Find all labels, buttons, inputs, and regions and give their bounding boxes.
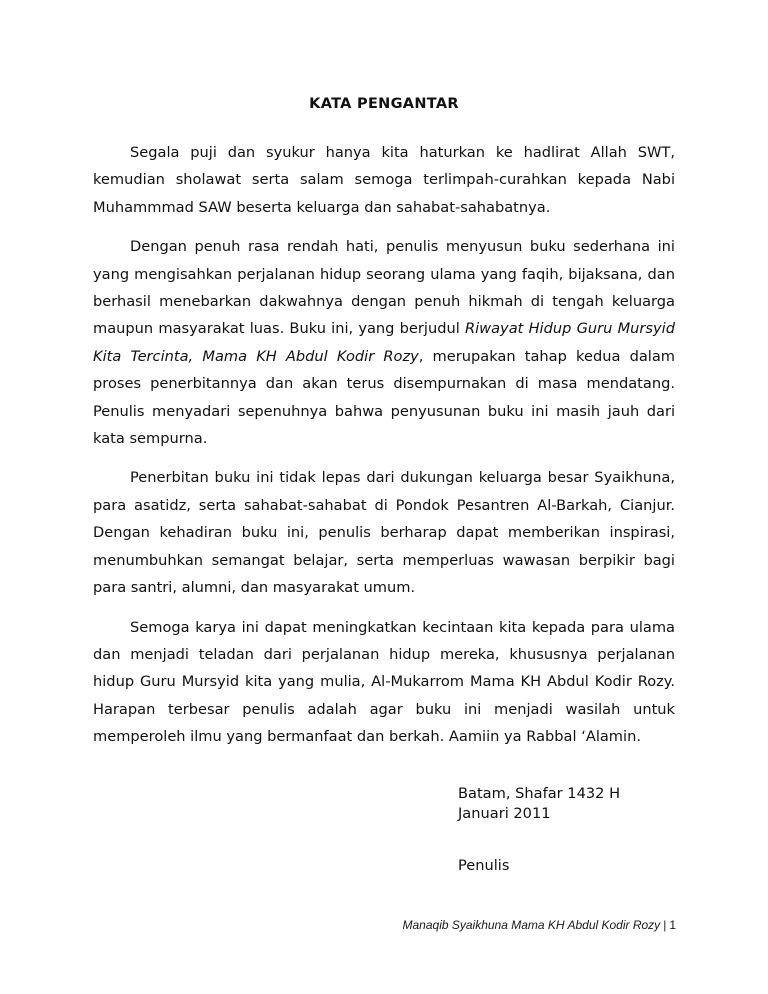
paragraph-2-text-before: Dengan penuh rasa rendah hati, penulis menyusun buku sederhana ini yang mengisahkan perjalanan hidup seorang ulama yang faqih, bijaksana, dan berhasil menebarkan dakwahnya dengan penuh hikmah di tengah keluarga maupun masyarakat luas. Buku ini, yang berjudul: [93, 238, 675, 338]
place-date: Batam, Shafar 1432 H: [458, 785, 621, 802]
paragraph-1: Segala puji dan syukur hanya kita haturkan ke hadlirat Allah SWT, kemudian sholawat serta salam semoga terlimpah-curahkan kepada Nabi Muhammmad SAW beserta keluarga dan sahabat-sahabatnya.: [93, 144, 675, 216]
footer-book-title: Manaqib Syaikhuna Mama KH Abdul Kodir Rozy: [402, 918, 661, 932]
paragraph-2: [93, 233, 675, 452]
book-title-italic: Riwayat Hidup Guru Mursyid Kita Tercinta, Mama KH Abdul Kodir Rozy: [93, 320, 675, 365]
signature: Penulis: [458, 857, 510, 874]
page-title: KATA PENGANTAR: [309, 96, 459, 112]
paragraph-2-text-after: , merupakan tahap kedua dalam proses penerbitannya dan akan terus disempurnakan di masa mendatang. Penulis menyadari sepenuhnya bahwa penyusunan buku ini masih jauh dari kata sempurna.: [93, 347, 676, 448]
footer-separator: |: [663, 918, 667, 932]
page-number: 1: [669, 918, 676, 932]
page-footer: [403, 918, 677, 932]
paragraph-3: Penerbitan buku ini tidak lepas dari dukungan keluarga besar Syaikhuna, para asatidz, serta sahabat-sahabat di Pondok Pesantren Al-Barkah, Cianjur. Dengan kehadiran buku ini, penulis berharap dapat memberikan inspirasi, menumbuhkan semangat belajar, serta memperluas wawasan berpikir bagi para santri, alumni, dan masyarakat umum.: [93, 469, 675, 597]
paragraph-4: Semoga karya ini dapat meningkatkan kecintaan kita kepada para ulama dan menjadi teladan dari perjalanan hidup mereka, khususnya perjalanan hidup Guru Mursyid kita yang mulia, Al-Mukarrom Mama KH Abdul Kodir Rozy. Harapan terbesar penulis adalah agar buku ini menjadi wasilah untuk memperoleh ilmu yang bermanfaat dan berkah. Aamiin ya Rabbal ‘Alamin.: [93, 618, 675, 746]
document-body: [93, 139, 675, 763]
date-gregorian: Januari 2011: [458, 805, 551, 822]
closing-block: [458, 784, 620, 876]
